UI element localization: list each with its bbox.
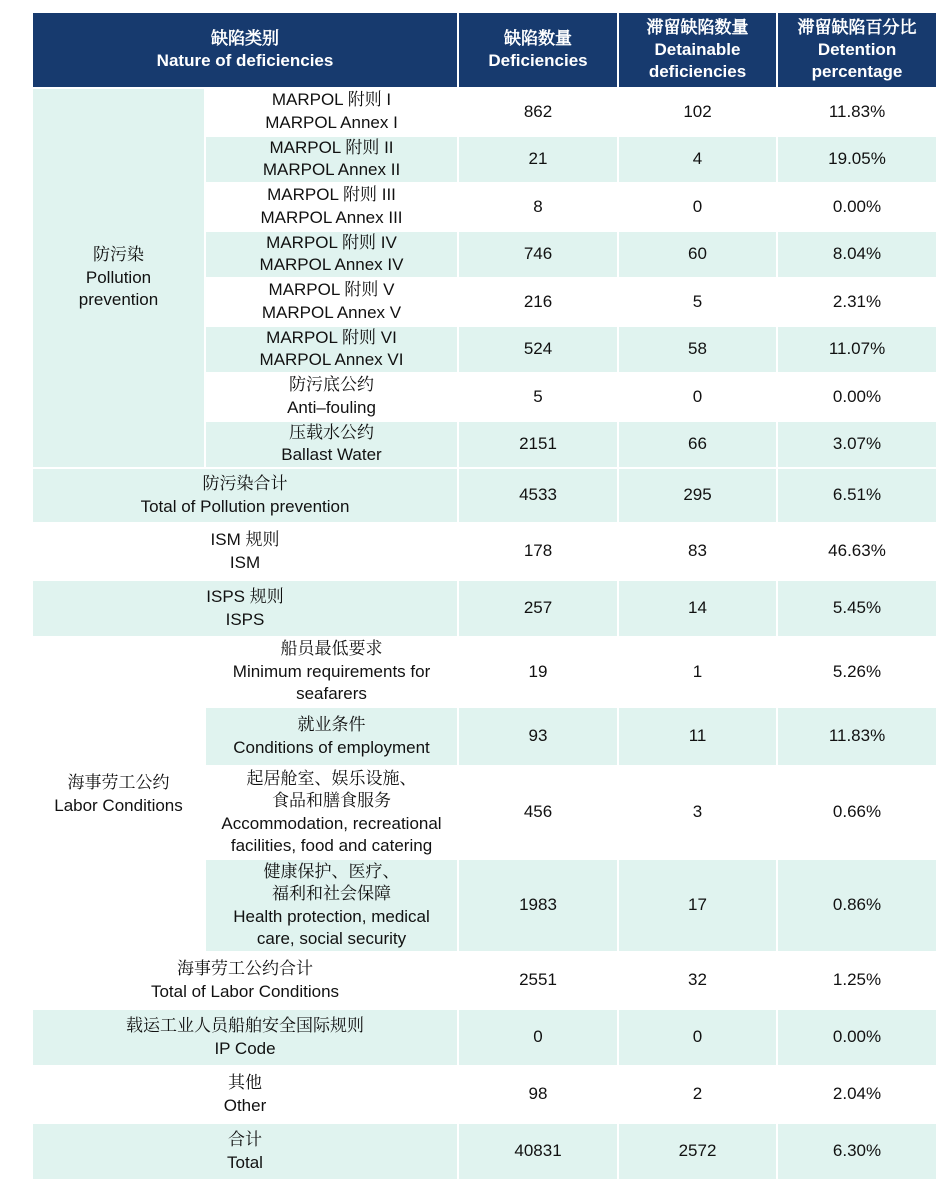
header-deficiencies [458, 13, 618, 88]
percentage-cell: 0.00% [777, 1009, 936, 1066]
category-cn: MARPOL 附则 V [268, 280, 395, 300]
deficiencies-cell: 456 [458, 766, 618, 859]
category-cn: 其他 [228, 1073, 262, 1092]
category-en: ISM [229, 552, 261, 572]
table-row [33, 523, 936, 580]
detainable-cell: 5 [618, 278, 777, 326]
deficiencies-cell: 19 [458, 637, 618, 707]
detainable-cell: 83 [618, 523, 777, 580]
detainable-cell: 58 [618, 326, 777, 374]
detainable-cell: 4 [618, 136, 777, 184]
category-en: MARPOL Annex II [262, 160, 401, 180]
category-en: Accommodation, recreational [221, 813, 442, 833]
detainable-cell: 0 [618, 1009, 777, 1066]
category-cell [205, 231, 458, 279]
category-cn: ISPS 规则 [206, 587, 284, 606]
group-pollution-prevention [33, 88, 205, 468]
deficiencies-cell: 216 [458, 278, 618, 326]
category-cn: 食品和膳食服务 [272, 791, 391, 810]
detainable-cell: 17 [618, 859, 777, 952]
category-en: Minimum requirements for [232, 661, 431, 681]
category-cn: 合计 [228, 1130, 262, 1149]
deficiencies-cell: 257 [458, 580, 618, 637]
category-cell [33, 580, 458, 637]
header-detainable-en-1: Detainable [654, 40, 741, 59]
deficiencies-cell: 524 [458, 326, 618, 374]
category-en: Ballast Water [281, 445, 382, 465]
category-cell [205, 136, 458, 184]
table-row-subtotal [33, 952, 936, 1009]
category-en: Total [227, 1152, 263, 1172]
deficiencies-cell: 40831 [458, 1123, 618, 1179]
header-detainable [618, 13, 777, 88]
percentage-cell: 11.83% [777, 88, 936, 136]
table-row [33, 1009, 936, 1066]
category-en: Total of Pollution prevention [140, 496, 350, 516]
category-cell [33, 468, 458, 523]
detainable-cell: 102 [618, 88, 777, 136]
category-en: MARPOL Annex III [260, 207, 403, 227]
category-en: ISPS [225, 609, 265, 629]
table-header-row [33, 13, 936, 88]
category-en: seafarers [296, 684, 367, 704]
group-labor-conditions [33, 637, 205, 952]
category-en: Total of Labor Conditions [150, 981, 340, 1001]
group-label-en: prevention [78, 290, 159, 310]
table-row [33, 1066, 936, 1123]
category-en: MARPOL Annex V [261, 302, 402, 322]
category-cell [205, 183, 458, 231]
category-cell [33, 1123, 458, 1179]
percentage-cell: 0.86% [777, 859, 936, 952]
table-row-total [33, 1123, 936, 1179]
deficiencies-cell: 5 [458, 373, 618, 421]
header-category-cn: 缺陷类别 [211, 29, 279, 48]
deficiencies-cell: 8 [458, 183, 618, 231]
category-cn: 海事劳工公约合计 [177, 959, 313, 978]
percentage-cell: 0.00% [777, 183, 936, 231]
percentage-cell: 11.07% [777, 326, 936, 374]
category-cn: 防污底公约 [289, 375, 374, 395]
deficiencies-cell: 1983 [458, 859, 618, 952]
category-cn: 载运工业人员船舶安全国际规则 [126, 1016, 364, 1035]
group-label-cn: 海事劳工公约 [67, 773, 170, 792]
detainable-cell: 60 [618, 231, 777, 279]
deficiencies-cell: 2551 [458, 952, 618, 1009]
group-label-cn: 防污染 [93, 245, 144, 265]
header-detainable-en-2: deficiencies [648, 62, 747, 81]
category-cell [33, 1066, 458, 1123]
deficiencies-cell: 178 [458, 523, 618, 580]
deficiency-table [33, 13, 936, 1179]
category-en: Health protection, medical [233, 906, 430, 926]
percentage-cell: 6.51% [777, 468, 936, 523]
category-cn: 福利和社会保障 [272, 884, 391, 903]
category-en: MARPOL Annex IV [259, 255, 404, 275]
category-cell [205, 421, 458, 469]
detainable-cell: 66 [618, 421, 777, 469]
category-cell [205, 637, 458, 707]
category-en: MARPOL Annex VI [259, 350, 404, 370]
percentage-cell: 3.07% [777, 421, 936, 469]
category-cell [205, 766, 458, 859]
category-cn: 起居舱室、娱乐设施、 [246, 768, 417, 788]
header-percentage-en-2: percentage [811, 62, 903, 81]
category-cn: MARPOL 附则 I [271, 90, 392, 110]
category-en: IP Code [214, 1038, 276, 1058]
percentage-cell: 6.30% [777, 1123, 936, 1179]
table-row-subtotal [33, 468, 936, 523]
header-category-en: Nature of deficiencies [156, 51, 334, 70]
category-cn: 船员最低要求 [280, 639, 383, 659]
detainable-cell: 295 [618, 468, 777, 523]
detainable-cell: 0 [618, 373, 777, 421]
detainable-cell: 1 [618, 637, 777, 707]
category-cell [205, 707, 458, 766]
deficiencies-cell: 98 [458, 1066, 618, 1123]
detainable-cell: 32 [618, 952, 777, 1009]
category-en: care, social security [256, 929, 407, 948]
category-cn: MARPOL 附则 III [267, 185, 396, 205]
category-cell [33, 952, 458, 1009]
category-cn: MARPOL 附则 VI [266, 327, 397, 347]
detainable-cell: 3 [618, 766, 777, 859]
percentage-cell: 0.00% [777, 373, 936, 421]
category-cell [205, 88, 458, 136]
category-cn: 就业条件 [297, 715, 366, 734]
header-deficiencies-en: Deficiencies [488, 51, 588, 70]
table-row [33, 637, 936, 707]
percentage-cell: 5.26% [777, 637, 936, 707]
deficiencies-cell: 0 [458, 1009, 618, 1066]
percentage-cell: 11.83% [777, 707, 936, 766]
header-percentage-en-1: Detention [817, 40, 897, 59]
category-cell [205, 859, 458, 952]
deficiencies-cell: 93 [458, 707, 618, 766]
detainable-cell: 14 [618, 580, 777, 637]
category-en: MARPOL Annex I [265, 112, 398, 132]
category-en: Other [223, 1095, 267, 1115]
category-cn: MARPOL 附则 IV [266, 232, 397, 252]
percentage-cell: 46.63% [777, 523, 936, 580]
group-label-en: Labor Conditions [54, 795, 183, 815]
detainable-cell: 2572 [618, 1123, 777, 1179]
percentage-cell: 5.45% [777, 580, 936, 637]
category-en: Conditions of employment [233, 737, 430, 757]
category-en: Anti–fouling [287, 397, 376, 417]
deficiencies-cell: 21 [458, 136, 618, 184]
deficiencies-cell: 4533 [458, 468, 618, 523]
detainable-cell: 2 [618, 1066, 777, 1123]
percentage-cell: 2.04% [777, 1066, 936, 1123]
category-en: facilities, food and catering [230, 836, 433, 855]
category-cn: 健康保护、医疗、 [263, 861, 400, 881]
header-percentage-cn: 滞留缺陷百分比 [797, 18, 917, 37]
header-deficiencies-cn: 缺陷数量 [504, 29, 573, 48]
deficiencies-cell: 2151 [458, 421, 618, 469]
table-row [33, 88, 936, 136]
percentage-cell: 0.66% [777, 766, 936, 859]
header-detainable-cn: 滞留缺陷数量 [646, 18, 749, 37]
category-cell [33, 523, 458, 580]
detainable-cell: 0 [618, 183, 777, 231]
category-cell [205, 326, 458, 374]
category-cn: 防污染合计 [202, 474, 288, 493]
category-cell [33, 1009, 458, 1066]
percentage-cell: 19.05% [777, 136, 936, 184]
header-category [33, 13, 458, 88]
category-cell [205, 373, 458, 421]
category-cn: MARPOL 附则 II [269, 137, 394, 157]
deficiencies-cell: 746 [458, 231, 618, 279]
group-label-en: Pollution [85, 267, 152, 287]
percentage-cell: 8.04% [777, 231, 936, 279]
detainable-cell: 11 [618, 707, 777, 766]
percentage-cell: 2.31% [777, 278, 936, 326]
deficiencies-cell: 862 [458, 88, 618, 136]
category-cn: ISM 规则 [210, 530, 280, 549]
header-percentage [777, 13, 936, 88]
category-cell [205, 278, 458, 326]
category-cn: 压载水公约 [289, 422, 374, 442]
percentage-cell: 1.25% [777, 952, 936, 1009]
table-row [33, 580, 936, 637]
